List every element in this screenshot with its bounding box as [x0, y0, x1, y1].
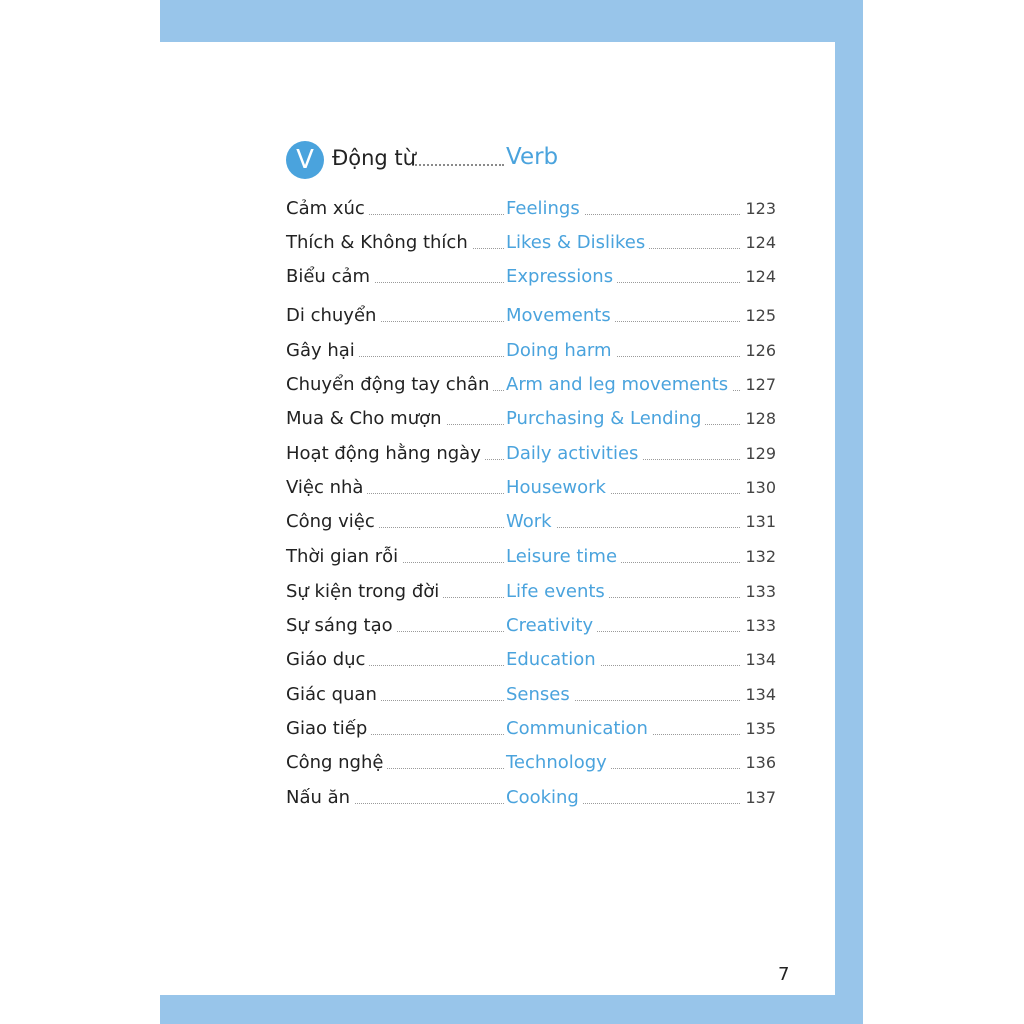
toc-row[interactable]	[286, 440, 776, 468]
entry-title-vi: Gây hại	[286, 337, 359, 365]
entry-page-number: 124	[741, 229, 776, 257]
entry-page-number: 129	[741, 440, 776, 468]
entry-title-vi: Sự sáng tạo	[286, 612, 397, 640]
toc-row[interactable]	[286, 195, 776, 223]
entry-title-vi: Cảm xúc	[286, 195, 369, 223]
toc-row[interactable]	[286, 646, 776, 674]
entry-title-vi: Công nghệ	[286, 749, 387, 777]
entry-page-number: 136	[741, 749, 776, 777]
entry-page-number: 127	[741, 371, 776, 399]
entry-title-vi: Công việc	[286, 508, 379, 536]
entry-page-number: 137	[741, 784, 776, 812]
section-title-en: Verb	[506, 144, 559, 170]
entry-title-vi: Nấu ăn	[286, 784, 354, 812]
entry-title-en: Life events	[506, 578, 609, 606]
page-number: 7	[778, 964, 790, 985]
toc-row[interactable]	[286, 302, 776, 330]
entry-title-en: Movements	[506, 302, 615, 330]
entry-title-en: Work	[506, 508, 556, 536]
toc-row[interactable]	[286, 612, 776, 640]
toc-row[interactable]	[286, 337, 776, 365]
entry-title-en: Arm and leg movements	[506, 371, 732, 399]
toc-row[interactable]	[286, 543, 776, 571]
toc-row[interactable]	[286, 508, 776, 536]
entry-title-vi: Giao tiếp	[286, 715, 371, 743]
toc-row[interactable]	[286, 749, 776, 777]
leader-dots	[412, 164, 504, 166]
entry-title-en: Likes & Dislikes	[506, 229, 649, 257]
entry-page-number: 134	[741, 681, 776, 709]
toc-row[interactable]	[286, 263, 776, 291]
toc-row[interactable]	[286, 474, 776, 502]
entry-title-en: Education	[506, 646, 600, 674]
entry-title-en: Feelings	[506, 195, 584, 223]
entry-page-number: 123	[741, 195, 776, 223]
entry-title-vi: Việc nhà	[286, 474, 367, 502]
entry-title-en: Daily activities	[506, 440, 642, 468]
entry-page-number: 128	[741, 405, 776, 433]
entry-title-vi: Thích & Không thích	[286, 229, 472, 257]
entry-title-en: Leisure time	[506, 543, 621, 571]
entry-page-number: 135	[741, 715, 776, 743]
toc-row[interactable]	[286, 784, 776, 812]
entry-title-en: Technology	[506, 749, 611, 777]
entry-title-en: Expressions	[506, 263, 617, 291]
entry-title-vi: Hoạt động hằng ngày	[286, 440, 485, 468]
entry-title-en: Creativity	[506, 612, 597, 640]
toc-row[interactable]	[286, 405, 776, 433]
entry-page-number: 133	[741, 612, 776, 640]
toc-row[interactable]	[286, 229, 776, 257]
toc-row[interactable]	[286, 715, 776, 743]
entry-page-number: 132	[741, 543, 776, 571]
section-title-vi: Động từ	[332, 146, 416, 170]
entry-page-number: 133	[741, 578, 776, 606]
entry-page-number: 124	[741, 263, 776, 291]
entry-page-number: 125	[741, 302, 776, 330]
toc-row[interactable]	[286, 371, 776, 399]
entry-title-en: Purchasing & Lending	[506, 405, 705, 433]
entry-title-vi: Sự kiện trong đời	[286, 578, 443, 606]
toc-row[interactable]	[286, 578, 776, 606]
entry-title-en: Communication	[506, 715, 652, 743]
entry-title-vi: Chuyển động tay chân	[286, 371, 493, 399]
entry-title-vi: Mua & Cho mượn	[286, 405, 446, 433]
entry-title-vi: Thời gian rỗi	[286, 543, 402, 571]
section-header	[286, 138, 776, 180]
entry-page-number: 130	[741, 474, 776, 502]
entry-title-vi: Giác quan	[286, 681, 381, 709]
toc-row[interactable]	[286, 681, 776, 709]
entry-title-vi: Giáo dục	[286, 646, 369, 674]
entry-title-en: Cooking	[506, 784, 583, 812]
entry-page-number: 131	[741, 508, 776, 536]
entry-title-vi: Di chuyển	[286, 302, 380, 330]
entry-page-number: 126	[741, 337, 776, 365]
entry-title-en: Housework	[506, 474, 610, 502]
entry-page-number: 134	[741, 646, 776, 674]
entry-title-en: Senses	[506, 681, 574, 709]
entry-title-vi: Biểu cảm	[286, 263, 374, 291]
entry-title-en: Doing harm	[506, 337, 616, 365]
section-badge: V	[286, 141, 324, 179]
